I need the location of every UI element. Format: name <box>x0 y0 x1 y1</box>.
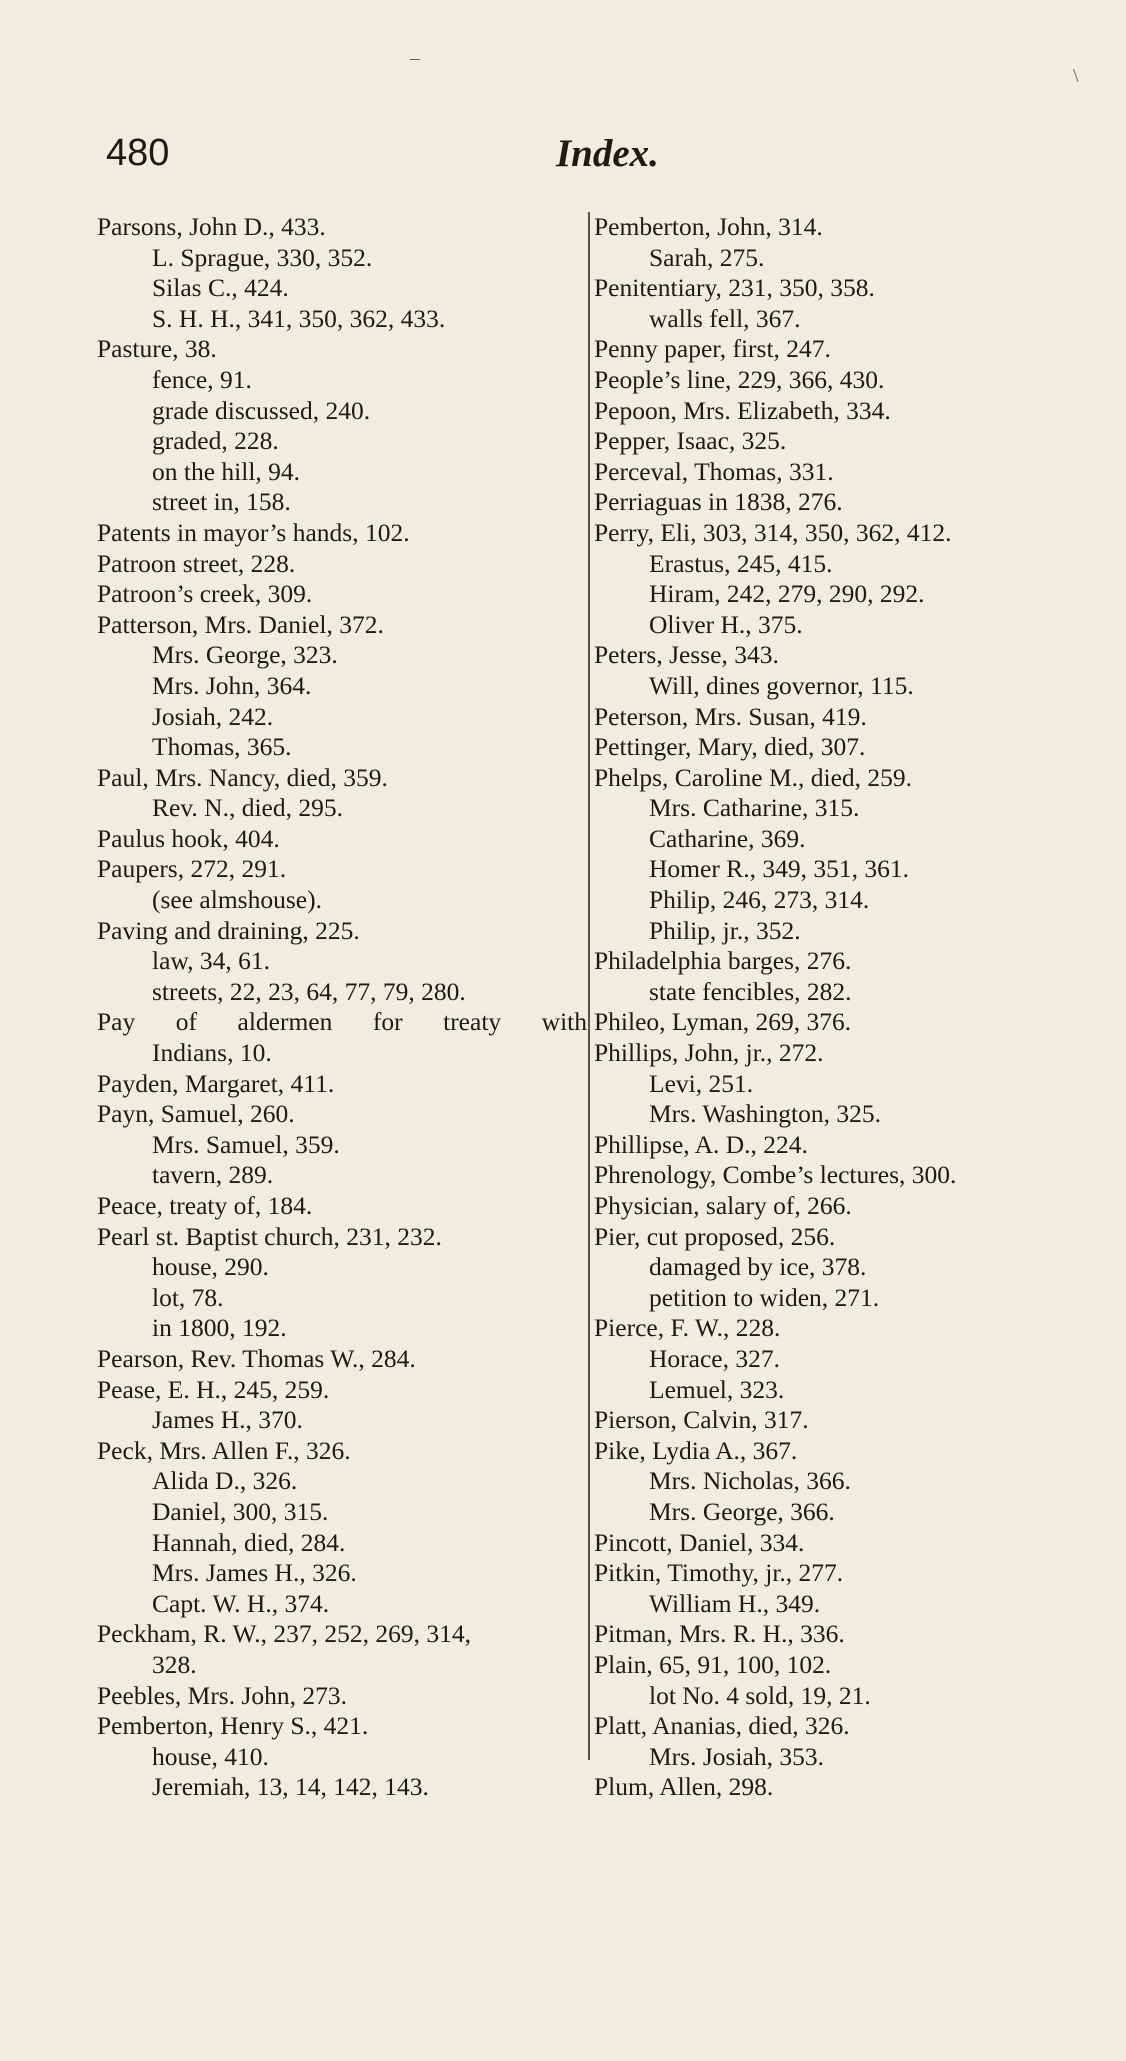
index-entry: Peebles, Mrs. John, 273. <box>97 1680 348 1710</box>
index-entry: Pettinger, Mary, died, 307. <box>594 732 866 762</box>
index-entry: Pasture, 38. <box>97 334 217 364</box>
index-entry: Physician, salary of, 266. <box>594 1191 852 1220</box>
index-entry: Pitkin, Timothy, jr., 277. <box>594 1558 844 1588</box>
index-entry: Peckham, R. W., 237, 252, 269, 314, <box>97 1619 471 1649</box>
index-entry: Pemberton, Henry S., 421. <box>97 1711 369 1741</box>
index-entry: Phileo, Lyman, 269, 376. <box>594 1007 852 1037</box>
index-entry: Phillipse, A. D., 224. <box>594 1129 808 1159</box>
index-subentry: streets, 22, 23, 64, 77, 79, 280. <box>152 976 466 1006</box>
index-entry: Patroon street, 228. <box>97 548 296 578</box>
index-subentry: Mrs. Josiah, 353. <box>649 1741 824 1771</box>
column-divider <box>588 212 590 1760</box>
index-column-right <box>594 212 1094 1803</box>
index-entry: Peters, Jesse, 343. <box>594 640 779 670</box>
index-subentry: Hiram, 242, 279, 290, 292. <box>649 579 925 609</box>
index-entry: Paulus hook, 404. <box>97 823 280 853</box>
index-entry: Paul, Mrs. Nancy, died, 359. <box>97 762 388 792</box>
index-subentry: Philip, jr., 352. <box>649 915 801 945</box>
index-subentry: grade discussed, 240. <box>152 395 371 425</box>
index-subentry: Oliver H., 375. <box>649 609 803 639</box>
index-entry: Payn, Samuel, 260. <box>97 1099 295 1129</box>
index-subentry: Silas C., 424. <box>152 273 289 303</box>
index-entry: Penitentiary, 231, 350, 358. <box>594 273 875 303</box>
index-subentry: Sarah, 275. <box>649 242 765 272</box>
index-subentry: Josiah, 242. <box>152 701 274 731</box>
index-entry: Patents in mayor’s hands, 102. <box>97 517 410 547</box>
index-subentry: tavern, 289. <box>152 1160 274 1190</box>
index-subentry: on the hill, 94. <box>152 456 301 486</box>
index-subentry: Mrs. James H., 326. <box>152 1558 357 1588</box>
index-entry: Plain, 65, 91, 100, 102. <box>594 1649 832 1679</box>
index-subentry: Levi, 251. <box>649 1068 754 1098</box>
index-subentry: lot, 78. <box>152 1282 224 1312</box>
running-head-title: Index. <box>556 132 659 175</box>
index-entry: Phelps, Caroline M., died, 259. <box>594 762 913 792</box>
index-entry: Pitman, Mrs. R. H., 336. <box>594 1619 845 1649</box>
index-subentry: state fencibles, 282. <box>649 976 852 1006</box>
index-entry: Pier, cut proposed, 256. <box>594 1221 836 1251</box>
index-entry: Pease, E. H., 245, 259. <box>97 1374 330 1404</box>
index-subentry: house, 290. <box>152 1252 269 1282</box>
page-number: 480 <box>106 132 170 174</box>
stray-mark: – <box>410 47 420 69</box>
index-entry: Pincott, Daniel, 334. <box>594 1527 805 1557</box>
index-subentry: Mrs. Catharine, 315. <box>649 793 860 823</box>
index-entry: Pemberton, John, 314. <box>594 212 823 241</box>
index-entry: Paupers, 272, 291. <box>97 854 287 884</box>
index-entry: Plum, Allen, 298. <box>594 1772 774 1802</box>
index-subentry: L. Sprague, 330, 352. <box>152 242 373 272</box>
index-subentry: Capt. W. H., 374. <box>152 1588 330 1618</box>
index-entry: Platt, Ananias, died, 326. <box>594 1711 850 1741</box>
index-column-left <box>97 212 587 1803</box>
index-subentry: petition to widen, 271. <box>649 1282 880 1312</box>
index-entry: Philadelphia barges, 276. <box>594 946 852 976</box>
index-subentry: house, 410. <box>152 1741 269 1771</box>
index-subentry: Mrs. Nicholas, 366. <box>649 1466 851 1496</box>
index-subentry: fence, 91. <box>152 364 252 394</box>
index-entry: Pepoon, Mrs. Elizabeth, 334. <box>594 395 891 425</box>
index-subentry: William H., 349. <box>649 1588 821 1618</box>
index-entry: Parsons, John D., 433. <box>97 212 326 241</box>
index-subentry: street in, 158. <box>152 487 291 517</box>
stray-mark: \ <box>1073 65 1079 87</box>
index-subentry: Mrs. Samuel, 359. <box>152 1129 340 1159</box>
index-subentry: damaged by ice, 378. <box>649 1252 867 1282</box>
index-entry: Pierson, Calvin, 317. <box>594 1405 809 1435</box>
index-subentry: Mrs. George, 323. <box>152 640 338 670</box>
index-entry: Pearl st. Baptist church, 231, 232. <box>97 1221 442 1251</box>
index-entry: Phillips, John, jr., 272. <box>594 1038 824 1068</box>
index-subentry: walls fell, 367. <box>649 303 801 333</box>
index-subentry: Mrs. Washington, 325. <box>649 1099 881 1129</box>
index-subentry: Hannah, died, 284. <box>152 1527 346 1557</box>
index-entry: Patterson, Mrs. Daniel, 372. <box>97 609 384 639</box>
index-entry: Peace, treaty of, 184. <box>97 1191 313 1220</box>
index-subentry: Homer R., 349, 351, 361. <box>649 854 909 884</box>
index-entry: Pearson, Rev. Thomas W., 284. <box>97 1343 416 1373</box>
index-subentry: Mrs. John, 364. <box>152 670 312 700</box>
index-subentry: Philip, 246, 273, 314. <box>649 885 870 915</box>
index-subentry: Lemuel, 323. <box>649 1374 785 1404</box>
index-subentry: Will, dines governor, 115. <box>649 670 914 700</box>
index-subentry: Indians, 10. <box>152 1038 272 1068</box>
index-entry: Penny paper, first, 247. <box>594 334 831 364</box>
index-subentry: Mrs. George, 366. <box>649 1496 835 1526</box>
index-subentry: (see almshouse). <box>152 885 322 915</box>
index-entry: People’s line, 229, 366, 430. <box>594 364 885 394</box>
index-entry: Paving and draining, 225. <box>97 915 360 945</box>
index-entry: Pike, Lydia A., 367. <box>594 1435 798 1465</box>
index-subentry: Horace, 327. <box>649 1343 780 1373</box>
index-entry: Perceval, Thomas, 331. <box>594 456 834 486</box>
index-entry: Perry, Eli, 303, 314, 350, 362, 412. <box>594 517 952 547</box>
index-entry: Pay of aldermen for treaty with <box>97 1007 587 1037</box>
index-subentry: in 1800, 192. <box>152 1313 287 1343</box>
index-subentry: law, 34, 61. <box>152 946 271 976</box>
index-subentry: Erastus, 245, 415. <box>649 548 833 578</box>
index-entry: Phrenology, Combe’s lectures, 300. <box>594 1160 957 1190</box>
index-entry: Peterson, Mrs. Susan, 419. <box>594 701 867 731</box>
index-subentry: Rev. N., died, 295. <box>152 793 343 823</box>
index-subentry: Thomas, 365. <box>152 732 292 762</box>
index-subentry: Daniel, 300, 315. <box>152 1496 329 1526</box>
index-subentry: 328. <box>152 1649 197 1679</box>
index-subentry: lot No. 4 sold, 19, 21. <box>649 1680 871 1710</box>
index-entry: Patroon’s creek, 309. <box>97 579 313 609</box>
index-entry: Pepper, Isaac, 325. <box>594 426 787 456</box>
index-entry: Peck, Mrs. Allen F., 326. <box>97 1435 351 1465</box>
index-subentry: S. H. H., 341, 350, 362, 433. <box>152 303 446 333</box>
index-subentry: Jeremiah, 13, 14, 142, 143. <box>152 1772 429 1802</box>
index-subentry: Alida D., 326. <box>152 1466 298 1496</box>
index-entry: Perriaguas in 1838, 276. <box>594 487 843 517</box>
index-entry: Payden, Margaret, 411. <box>97 1068 335 1098</box>
index-subentry: James H., 370. <box>152 1405 303 1435</box>
index-subentry: graded, 228. <box>152 426 279 456</box>
index-entry: Pierce, F. W., 228. <box>594 1313 781 1343</box>
index-subentry: Catharine, 369. <box>649 823 806 853</box>
